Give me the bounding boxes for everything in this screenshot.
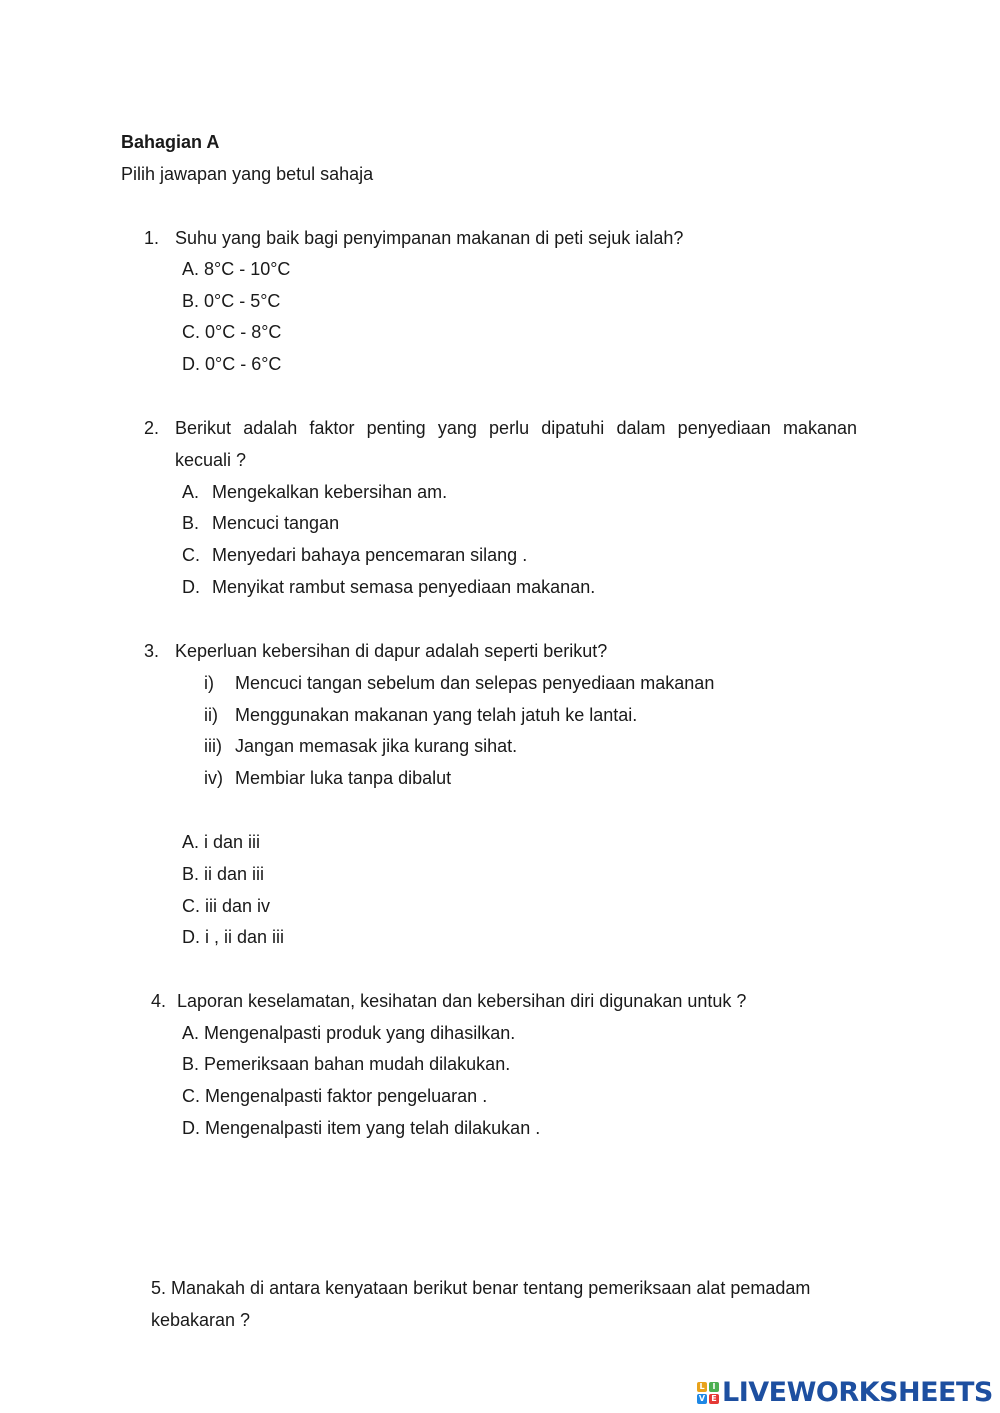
question-number: 4. bbox=[151, 991, 167, 1011]
logo-letter: L bbox=[697, 1382, 707, 1392]
question-text: 5. Manakah di antara kenyataan berikut benar tentang pemeriksaan alat pemadam bbox=[151, 1278, 811, 1298]
answer-option-b[interactable]: B. ii dan iii bbox=[182, 864, 265, 884]
option-text: Menyedari bahaya pencemaran silang . bbox=[212, 545, 528, 565]
logo-wordmark: LIVEWORKSHEETS bbox=[722, 1377, 993, 1408]
answer-option-d[interactable]: D. i , ii dan iii bbox=[182, 927, 285, 947]
question-text: Suhu yang baik bagi penyimpanan makanan di peti sejuk ialah? bbox=[175, 228, 684, 248]
question-text: Laporan keselamatan, kesihatan dan kebersihan diri digunakan untuk ? bbox=[177, 991, 747, 1011]
section-title: Bahagian A bbox=[121, 132, 220, 152]
option-letter: C. bbox=[182, 545, 200, 565]
option-letter: D. bbox=[182, 577, 200, 597]
statement-text: Jangan memasak jika kurang sihat. bbox=[235, 736, 518, 756]
answer-option-c[interactable]: C. Mengenalpasti faktor pengeluaran . bbox=[182, 1086, 488, 1106]
answer-option-c[interactable]: C. 0°C - 8°C bbox=[182, 322, 282, 342]
answer-option-d[interactable]: D. 0°C - 6°C bbox=[182, 354, 282, 374]
statement-numeral: ii) bbox=[204, 705, 218, 725]
logo-mark-icon bbox=[697, 1382, 719, 1404]
answer-option-a[interactable]: A. 8°C - 10°C bbox=[182, 259, 291, 279]
liveworksheets-logo bbox=[697, 1377, 993, 1408]
question-text-continuation: kecuali ? bbox=[175, 450, 247, 470]
question-text: Berikut adalah faktor penting yang perlu dipatuhi dalam penyediaan makanan bbox=[175, 418, 857, 438]
statement-text: Membiar luka tanpa dibalut bbox=[235, 768, 452, 788]
logo-letter: I bbox=[709, 1382, 719, 1392]
statement-numeral: i) bbox=[204, 673, 214, 693]
question-text-continuation: kebakaran ? bbox=[151, 1310, 251, 1330]
option-text: Menyikat rambut semasa penyediaan makanan. bbox=[212, 577, 596, 597]
statement-text: Menggunakan makanan yang telah jatuh ke lantai. bbox=[235, 705, 638, 725]
question-number: 3. bbox=[144, 641, 160, 661]
option-text: Mengekalkan kebersihan am. bbox=[212, 482, 448, 502]
answer-option-a[interactable]: A. Mengenalpasti produk yang dihasilkan. bbox=[182, 1023, 516, 1043]
section-instruction: Pilih jawapan yang betul sahaja bbox=[121, 164, 374, 184]
question-number: 2. bbox=[144, 418, 160, 438]
option-text: Mencuci tangan bbox=[212, 513, 340, 533]
statement-numeral: iii) bbox=[204, 736, 222, 756]
answer-option-d[interactable]: D. Mengenalpasti item yang telah dilakukan . bbox=[182, 1118, 541, 1138]
answer-option-a[interactable]: A. i dan iii bbox=[182, 832, 261, 852]
statement-numeral: iv) bbox=[204, 768, 223, 788]
option-letter: A. bbox=[182, 482, 200, 502]
logo-letter: E bbox=[709, 1394, 719, 1404]
option-letter: B. bbox=[182, 513, 200, 533]
answer-option-b[interactable]: B. Pemeriksaan bahan mudah dilakukan. bbox=[182, 1054, 511, 1074]
answer-option-b[interactable]: B. 0°C - 5°C bbox=[182, 291, 281, 311]
answer-option-c[interactable]: C. iii dan iv bbox=[182, 896, 271, 916]
question-number: 1. bbox=[144, 228, 160, 248]
question-text: Keperluan kebersihan di dapur adalah seperti berikut? bbox=[175, 641, 608, 661]
statement-text: Mencuci tangan sebelum dan selepas penyediaan makanan bbox=[235, 673, 715, 693]
logo-letter: V bbox=[698, 1394, 706, 1403]
